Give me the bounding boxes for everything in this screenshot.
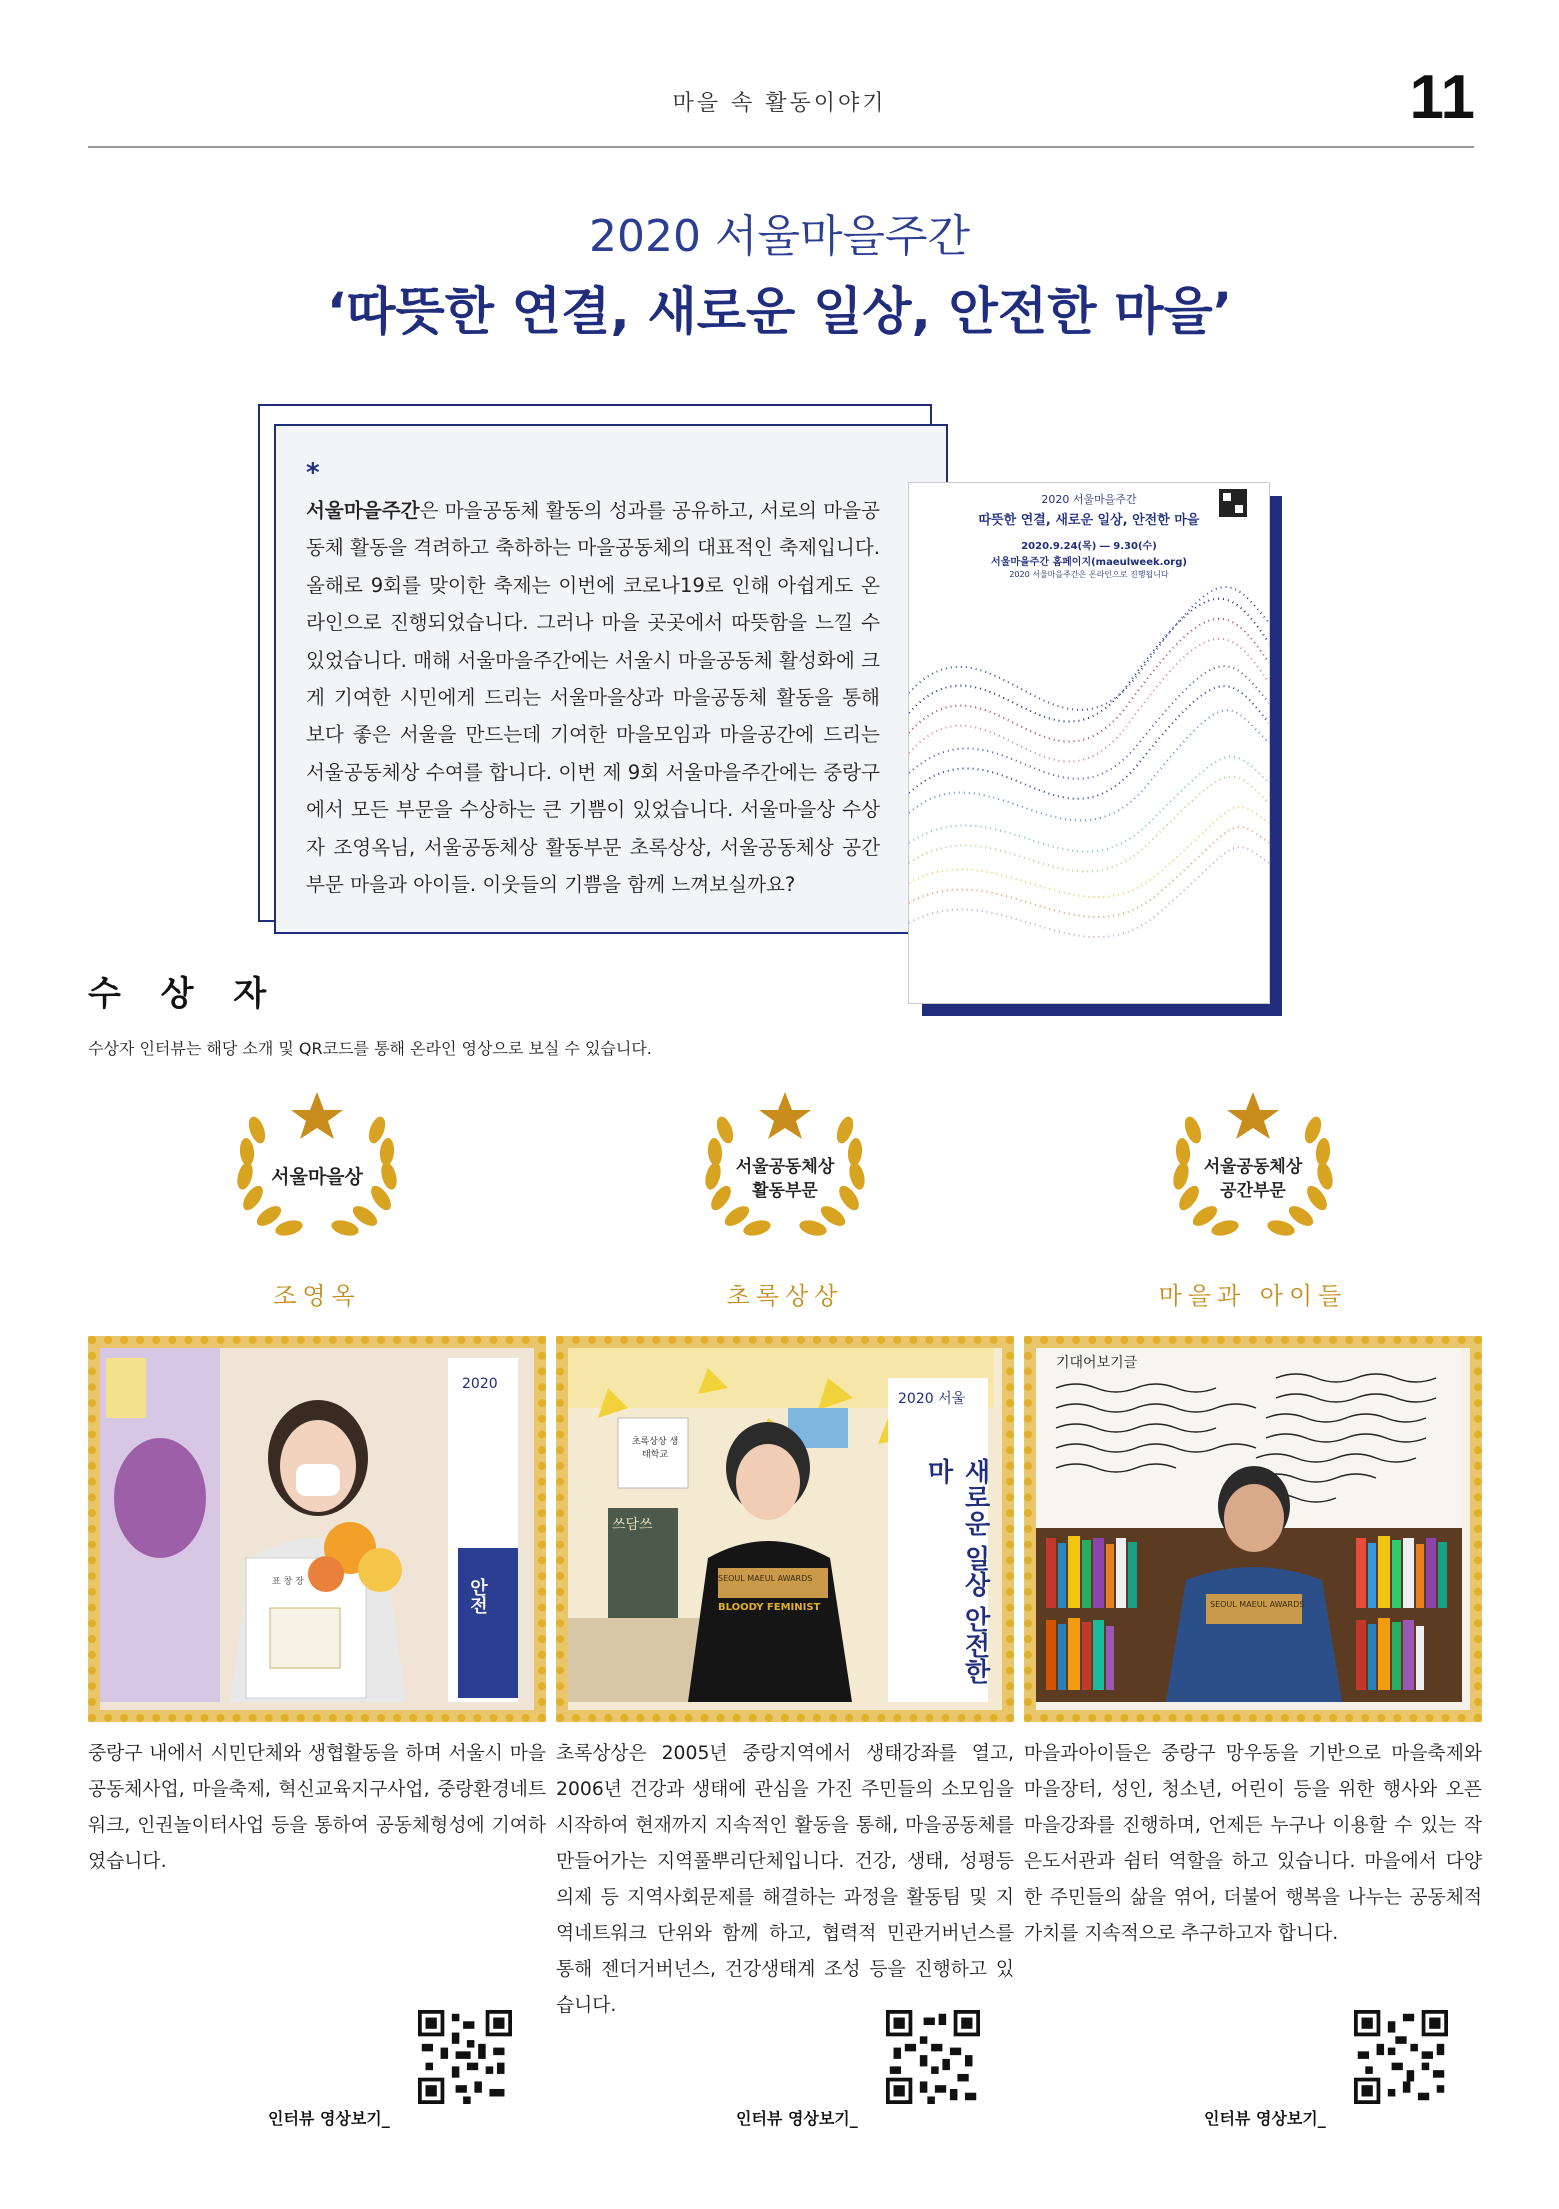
winner-description: 마을과아이들은 중랑구 망우동을 기반으로 마을축제와 마을장터, 성인, 청소년, 어린이 등을 위한 행사와 오픈마을강좌를 진행하며, 언제든 누구나 이용할 수 있는 작은도서관과 쉼터 역할을 하고 있습니다. 마을에서 다양한 주민들의 삶을 엮어, 더불어 행복을 나누는 공동체적 가치를 지속적으로 추구하고자 합니다. [1024,1743,1482,1944]
award-name: 서울공동체상 [735,1157,835,1177]
intro-lead: 서울마을주간 [306,499,420,522]
photo-board-title: 기대어보기글 [1056,1355,1138,1371]
photo-illustration [1036,1348,1462,1702]
photo-banner-text: 2020 [462,1376,498,1392]
winner-photo [568,1348,1002,1710]
poster-year: 2020 서울마을주간 [1041,493,1137,506]
qr-code-icon[interactable] [418,2010,512,2104]
winner-description: 중랑구 내에서 시민단체와 생협활동을 하며 서울시 마을공동체사업, 마을축제, 혁신교육지구사업, 중랑환경네트워크, 인권놀이터사업 등을 통하여 공동체형성에 기여하였습니다. [88,1743,546,1872]
award-name: 서울공동체상 [1203,1157,1303,1177]
winner-photo-frame [88,1336,546,1722]
photo-shirt-text: BLOODY FEMINIST [718,1602,821,1613]
winner-photo [1036,1348,1470,1710]
photo-certificate-text: 표 창 장 [272,1577,304,1587]
award-category: 공간부문 [1220,1181,1286,1201]
photo-illustration [100,1348,526,1702]
winner-name: 조영옥 [273,1282,361,1310]
poster-homepage: 서울마을주간 홈페이지(maeulweek.org) [991,557,1187,568]
photo-banner-safe: 안전 [467,1578,488,1614]
intro-body: 은 마을공동체 활동의 성과를 공유하고, 서로의 마을공동체 활동을 격려하고 축하하는 마을공동체의 대표적인 축제입니다. 올해로 9회를 맞이한 축제는 이번에 코로나19로 인해 아쉽게도 온라인으로 진행되었습니다. 그러나 마을 곳곳에서 따뜻함을 느낄 수 있었습니다. 매해 서울마을주간에는 서울시 마을공동체 활성화에 크게 기여한 시민에게 드리는 서울마을상과 마을공동체 활동을 통해 보다 좋은 서울을 만드는데 기여한 마을모임과 마을공간에 드리는 서울공동체상 수여를 합니다. 이번 제 9회 서울마을주간에는 중랑구에서 모든 부문을 수상하는 큰 기쁨이 있었습니다. 서울마을상 수상자 조영옥님, 서울공동체상 활동부문 초록상상, 서울공동체상 공간부문 마을과 아이들. 이웃들의 기쁨을 함께 느껴보실까요? [306,499,880,897]
header-rule [88,146,1474,148]
photo-plaque-text: SEOUL MAEUL AWARDS [718,1574,813,1583]
photo-plaque-text: SEOUL MAEUL AWARDS [1210,1600,1305,1609]
poster-online-note: 2020 서울마을주간은 온라인으로 진행됩니다 [1009,570,1169,579]
award-name: 서울마을상 [271,1166,363,1188]
title-year-line: 2020 서울마을주간 [589,211,970,262]
asterisk-marker: * [306,458,320,488]
qr-code-icon[interactable] [1354,2010,1448,2104]
awardees-heading: 수 상 자 [88,974,281,1014]
photo-banner-slogan: 새로운 일상 안전한 마 [923,1458,990,1685]
winner-name: 초록상상 [726,1282,844,1310]
intro-paragraph [306,492,880,903]
awardees-note: 수상자 인터뷰는 해당 소개 및 QR코드를 통해 온라인 영상으로 보실 수 있습니다. [88,1039,652,1058]
qr-code-icon[interactable] [886,2010,980,2104]
poster-dates: 2020.9.24(목) ― 9.30(수) [1021,541,1157,552]
photo-book-title: 쓰담쓰 [612,1517,653,1533]
interview-video-label[interactable]: 인터뷰 영상보기_ [1204,2109,1326,2128]
page-number: 11 [1409,63,1475,132]
award-category: 활동부문 [752,1181,818,1201]
winner-description: 초록상상은 2005년 중랑지역에서 생태강좌를 열고, 2006년 건강과 생태에 관심을 가진 주민들의 소모임을 시작하여 현재까지 지속적인 활동을 통해, 마을공동체를 만들어가는 지역풀뿌리단체입니다. 건강, 생태, 성평등 의제 등 지역사회문제를 해결하는 과정을 활동팀 및 지역네트워크 단위와 함께 하고, 협력적 민관거버넌스를 통해 젠더거버넌스, 건강생태계 조성 등을 진행하고 있습니다. [556,1743,1014,2016]
winner-photo [100,1348,534,1710]
running-head: 마을 속 활동이야기 [672,91,887,116]
page-title: ‘따뜻한 연결, 새로운 일상, 안전한 마을’ [326,283,1233,342]
festival-poster [908,482,1270,1004]
interview-video-label[interactable]: 인터뷰 영상보기_ [268,2109,390,2128]
winner-photo-frame [1024,1336,1482,1722]
winner-name: 마을과 아이들 [1158,1282,1348,1310]
winner-photo-frame [556,1336,1014,1722]
poster-headline: 따뜻한 연결, 새로운 일상, 안전한 마을 [978,513,1200,528]
photo-sign-text: 초록상상 생태학교 [631,1437,679,1460]
interview-video-label[interactable]: 인터뷰 영상보기_ [736,2109,858,2128]
photo-banner-text: 2020 서울 [898,1391,966,1407]
